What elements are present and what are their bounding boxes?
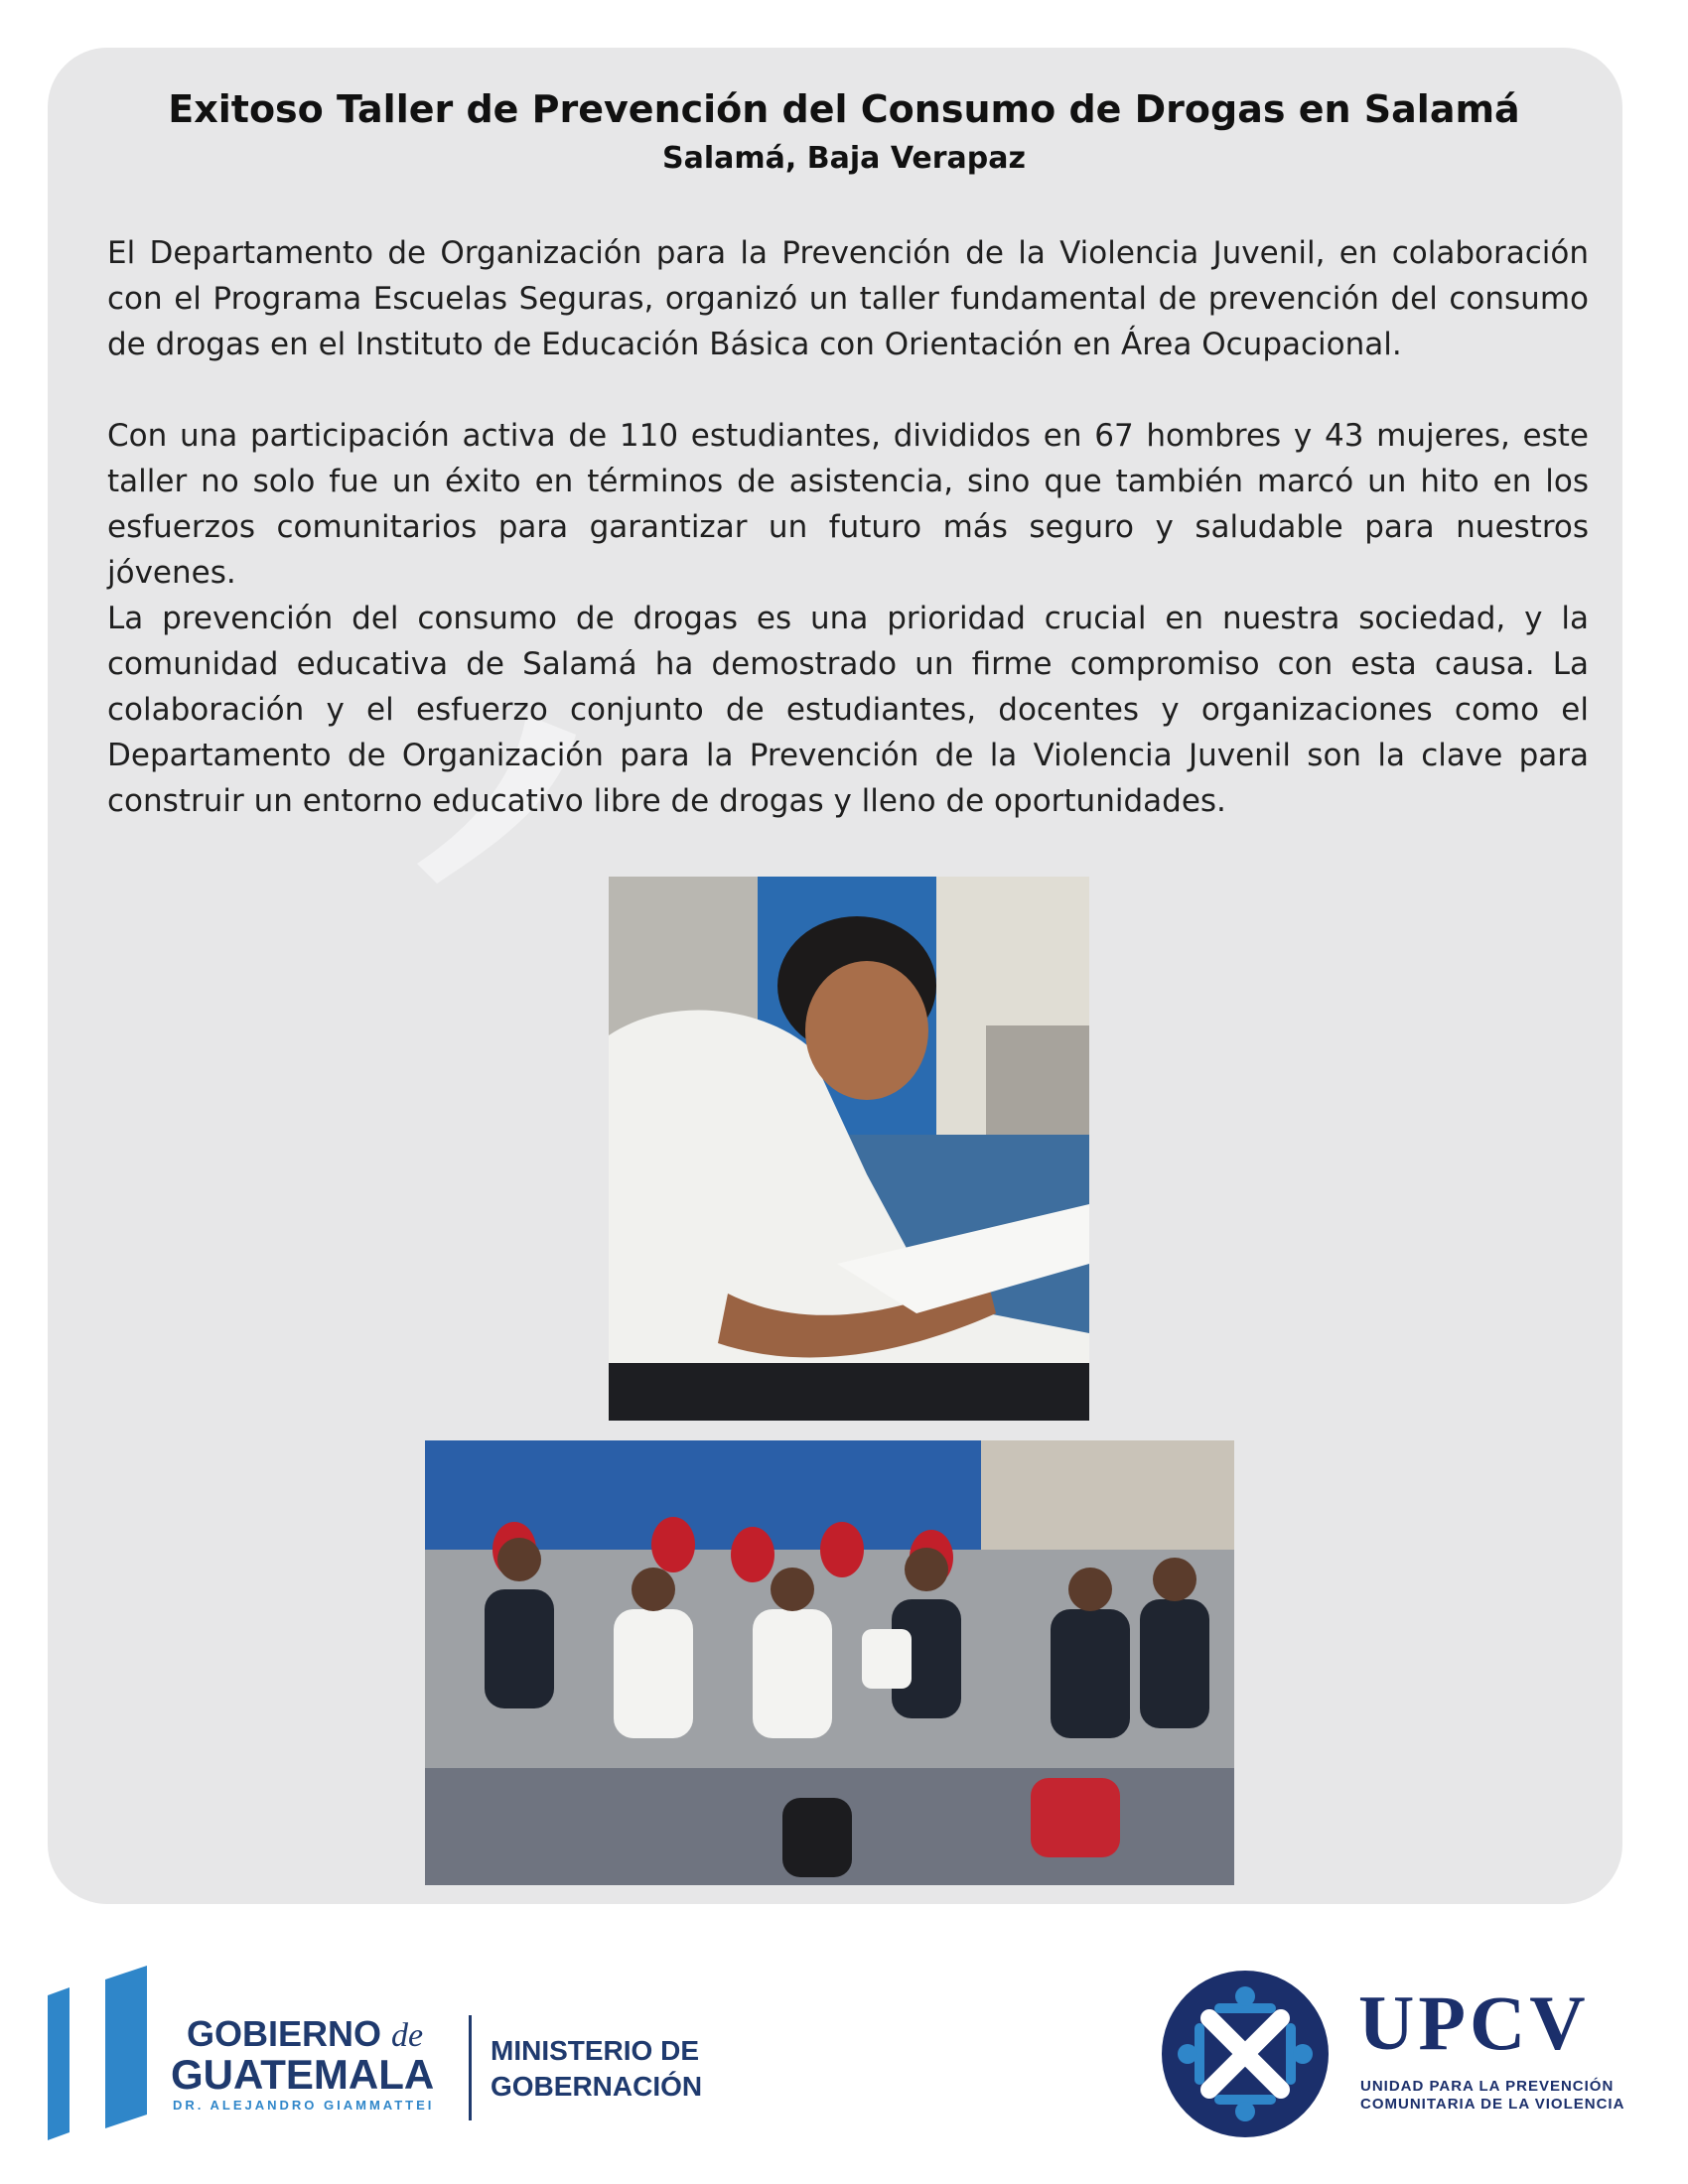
ministerio-line-2: GOBERNACIÓN [491,2071,703,2102]
flag-bars-icon [48,1966,157,2144]
ministerio-line-1: MINISTERIO DE [491,2035,700,2066]
upcv-subtitle [1360,2078,1624,2114]
gobierno-guatemala-logo [48,1966,763,2144]
paragraph-1: El Departamento de Organización para la Prevención de la Violencia Juvenil, en colaboración con el Programa Escuelas Seguras, organizó un taller fundamental de prevención del consumo de drogas en el Instituto de Educación Básica con Orientación en Área Ocupacional. [107,235,1589,362]
upcv-logo-block [1160,1961,1636,2149]
logo-divider [469,2015,472,2120]
students-seated-group-photo [425,1440,1234,1885]
upcv-title: UPCV [1358,1979,1590,2066]
president-name: DR. ALEJANDRO GIAMMATTEI [173,2098,435,2113]
student-writing-photo [609,877,1089,1421]
gobierno-de-text: de [391,2017,424,2054]
gobierno-text: GOBIERNO [187,2013,382,2054]
upcv-emblem-icon [1160,1969,1331,2139]
upcv-subtitle-line-2: COMUNITARIA DE LA VIOLENCIA [1360,2096,1625,2113]
guatemala-text: GUATEMALA [171,2051,435,2098]
article-location: Salamá, Baja Verapaz [662,141,1026,176]
paragraph-2: Con una participación activa de 110 estudiantes, divididos en 67 hombres y 43 mujeres, este taller no solo fue un éxito en términos de asistencia, sino que también marcó un hito en los esfuerzos comunitarios para garantizar un futuro más seguro y saludable para nuestros jóvenes. [107,418,1589,591]
paragraph-3: La prevención del consumo de drogas es una prioridad crucial en nuestra sociedad, y la comunidad educativa de Salamá ha demostrado un firme compromiso con esta causa. La colaboración y el esfuerzo conjunto de estudiantes, docentes y organizaciones como el Departamento de Organización para la Prevención de la Violencia Juvenil son la clave para construir un entorno educativo libre de drogas y lleno de oportunidades. [107,601,1589,819]
article-title: Exitoso Taller de Prevención del Consumo de Drogas en Salamá [168,87,1520,131]
upcv-subtitle-line-1: UNIDAD PARA LA PREVENCIÓN [1360,2078,1615,2095]
ministerio-text [491,2033,702,2105]
